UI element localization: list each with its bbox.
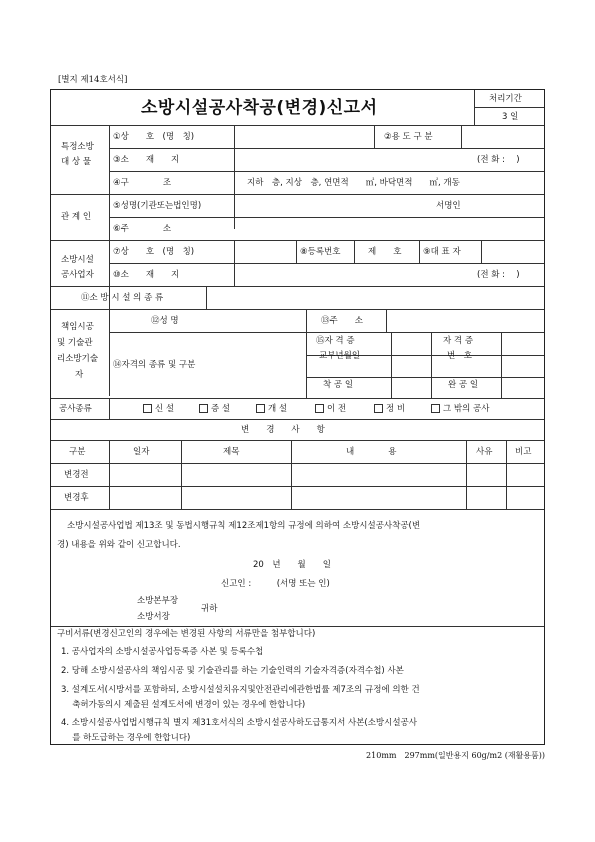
- checkbox-icon: [374, 404, 383, 413]
- attachments-header: 구비서류(변경신고인의 경우에는 변경된 사항의 서류만을 첨부합니다): [57, 629, 316, 639]
- changes-row-before: 변경전: [64, 470, 89, 480]
- section-engineer-label-2: 및 기술관: [57, 338, 93, 348]
- owner-signature[interactable]: 서명인: [436, 201, 461, 211]
- contractor-phone-label: (전 화 : ): [477, 270, 520, 280]
- field-owner-name-label: ⑤성명(기관또는법인명): [113, 201, 202, 211]
- field-contractor-name-label: ⑦상 호 (명 칭): [113, 247, 195, 257]
- checkbox-icon: [256, 404, 265, 413]
- changes-col-content: 내 용: [346, 447, 397, 457]
- attachment-item: 를 하도급하는 경우에 한합니다): [61, 733, 191, 743]
- section-target-label-1: 특정소방: [61, 142, 94, 152]
- processing-period-value: 3 일: [502, 112, 519, 122]
- cert-number-label-1: 자 격 증: [443, 336, 474, 346]
- field-cert-issue-label-2: 교부년월일: [319, 351, 361, 361]
- changes-col-remarks: 비고: [515, 447, 532, 457]
- field-registration-label: ⑧등록번호: [300, 247, 341, 257]
- changes-section-header: 변 경 사 항: [241, 425, 325, 435]
- section-contractor-label-1: 소방시설: [61, 255, 94, 265]
- completion-date-label: 완 공 일: [448, 380, 479, 390]
- reporter-signature[interactable]: 신고인 : (서명 또는 인): [221, 579, 330, 589]
- phone-label: (전 화 : ): [477, 155, 520, 165]
- paper-spec-footer: 210mm 297mm(일반용지 60g/m2 (재활용품)): [366, 751, 545, 760]
- recipient-station-chief: 소방서장: [137, 612, 170, 622]
- declaration-date: 20 년 월 일: [253, 560, 331, 570]
- declaration-line-1: 소방시설공사업법 제13조 및 동법시행규칙 제12조제1항의 규정에 의하여 소방시설공사착공(변: [67, 521, 421, 531]
- attachment-item: 2. 당해 소방시설공사의 책임시공 및 기술관리를 하는 기술인력의 기술자격증(자격수첩) 사본: [61, 666, 404, 676]
- attachment-item: 축허가동의시 제출된 설계도서에 변경이 있는 경우에 한합니다): [61, 700, 306, 710]
- contractor-address-input[interactable]: [237, 266, 467, 283]
- section-contractor-label-2: 공사업자: [61, 270, 94, 280]
- changes-after-input[interactable]: [112, 489, 542, 506]
- work-type-label: 공사종류: [59, 404, 92, 414]
- facility-type-input[interactable]: [209, 289, 539, 306]
- section-engineer-label-1: 책임시공: [61, 322, 94, 332]
- section-engineer-label-3: 리소방기술: [57, 354, 99, 364]
- owner-name-input[interactable]: [237, 197, 537, 214]
- work-type-option-expansion[interactable]: 증 설: [199, 404, 230, 414]
- checkbox-icon: [143, 404, 152, 413]
- form-number-label: [별지 제14호서식]: [58, 75, 128, 85]
- changes-col-reason: 사유: [476, 447, 493, 457]
- section-engineer-label-4: 자: [75, 370, 84, 380]
- work-type-option-relocation[interactable]: 이 전: [315, 404, 346, 414]
- field-facility-type-label: ⑪소 방 시 설 의 종 류: [81, 293, 164, 303]
- qualification-input[interactable]: [236, 335, 302, 395]
- start-date-label: 착 공 일: [323, 380, 354, 390]
- structure-detail: 지하 층, 지상 층, 연면적 ㎡, 바닥면적 ㎡, 개동: [247, 178, 460, 188]
- field-engineer-name-label: ⑫성 명: [151, 316, 179, 326]
- processing-period-label: 처리기간: [489, 94, 522, 104]
- work-type-option-other[interactable]: 그 밖의 공사: [431, 404, 489, 414]
- field-address-label: ③소 재 지: [113, 155, 180, 165]
- attachment-item: 4. 소방시설공사업법시행규칙 별지 제31호서식의 소방시설공사하도급통지서 사본(소방시설공사: [61, 718, 417, 728]
- address-input[interactable]: [237, 151, 467, 168]
- field-use-category-label: ②용 도 구 분: [384, 132, 433, 142]
- checkbox-icon: [315, 404, 324, 413]
- changes-col-subject: 제목: [223, 447, 240, 457]
- report-form: [50, 89, 545, 745]
- owner-address-input[interactable]: [237, 220, 537, 237]
- field-cert-issue-label-1: ⑮자 격 증: [316, 336, 355, 346]
- engineer-name-input[interactable]: [201, 312, 301, 329]
- attachment-item: 1. 공사업자의 소방시설공사업등록증 사본 및 등록수첩: [61, 647, 264, 657]
- field-business-name-label: ①상 호 (명 칭): [113, 132, 195, 142]
- work-type-option-remodel[interactable]: 개 설: [256, 404, 287, 414]
- honorific: 귀하: [201, 604, 218, 614]
- changes-col-category: 구분: [69, 447, 86, 457]
- changes-row-after: 변경후: [64, 493, 89, 503]
- section-owner-label: 관 계 인: [61, 212, 92, 222]
- engineer-address-input[interactable]: [389, 312, 539, 329]
- work-type-option-new[interactable]: 신 설: [143, 404, 174, 414]
- section-target-label-2: 대 상 물: [61, 157, 92, 167]
- business-name-input[interactable]: [237, 128, 371, 145]
- attachment-item: 3. 설계도서(시방서를 포함하되, 소방시설설치유지및안전관리에관한법률 제7조의 규정에 의한 건: [61, 685, 420, 695]
- field-engineer-address-label: ⑬주 소: [321, 316, 363, 326]
- representative-input[interactable]: [484, 243, 541, 260]
- registration-value: 제 호: [368, 247, 402, 257]
- field-structure-label: ④구 조: [113, 178, 172, 188]
- field-representative-label: ⑨대 표 자: [423, 247, 461, 257]
- changes-col-date: 일자: [133, 447, 150, 457]
- field-owner-address-label: ⑥주 소: [113, 224, 172, 234]
- field-contractor-address-label: ⑩소 재 지: [113, 270, 180, 280]
- field-qualification-label: ⑭자격의 종류 및 구분: [113, 360, 196, 370]
- declaration-line-2: 경) 내용을 위와 같이 신고합니다.: [57, 540, 181, 550]
- use-category-input[interactable]: [463, 128, 541, 145]
- work-type-option-maintenance[interactable]: 정 비: [374, 404, 405, 414]
- form-title: 소방시설공사착공(변경)신고서: [141, 98, 378, 118]
- changes-before-input[interactable]: [112, 466, 542, 483]
- checkbox-icon: [431, 404, 440, 413]
- cert-number-label-2: 번 호: [447, 351, 472, 361]
- checkbox-icon: [199, 404, 208, 413]
- recipient-fire-chief: 소방본부장: [137, 596, 179, 606]
